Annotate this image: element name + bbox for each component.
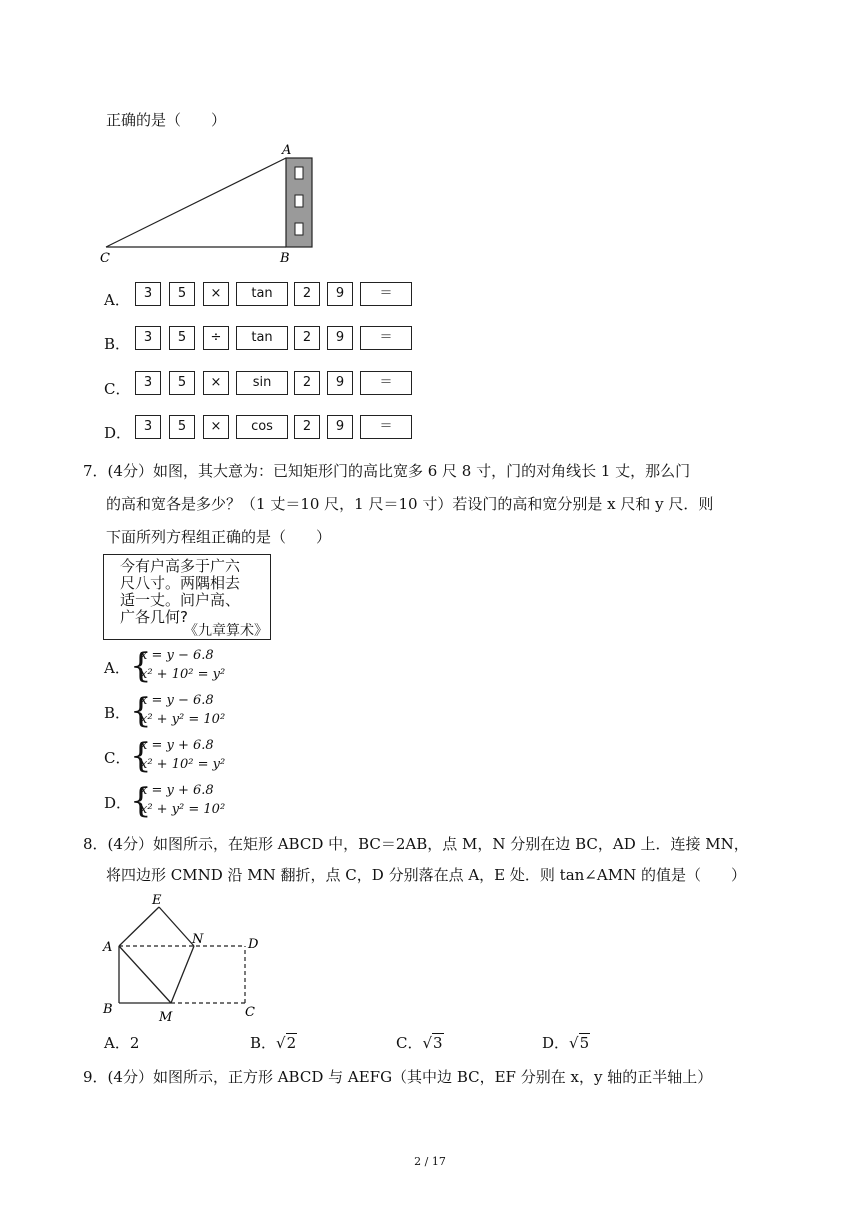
calculator-key: tan bbox=[236, 282, 288, 306]
calculator-key: 9 bbox=[327, 371, 353, 395]
calculator-key: 2 bbox=[294, 371, 320, 395]
q8-option-a-value: 2 bbox=[129, 1034, 140, 1052]
label-m: M bbox=[159, 1010, 173, 1025]
q8-option-a-label: A． bbox=[104, 1034, 130, 1052]
calculator-key: 5 bbox=[169, 415, 195, 439]
calculator-key: ＝ bbox=[360, 371, 412, 395]
sqrt-symbol: √3 bbox=[422, 1034, 443, 1052]
calculator-key: 3 bbox=[135, 415, 161, 439]
brace-icon: { bbox=[130, 691, 152, 731]
window-2 bbox=[295, 195, 303, 207]
label-e: E bbox=[152, 893, 162, 908]
calculator-key: ＝ bbox=[360, 326, 412, 350]
sqrt-symbol: √2 bbox=[276, 1034, 297, 1052]
label-b: B bbox=[103, 1002, 113, 1017]
window-1 bbox=[295, 167, 303, 179]
calculator-key: sin bbox=[236, 371, 288, 395]
calculator-key: 5 bbox=[169, 371, 195, 395]
poem-line-4: 广各几何? bbox=[120, 608, 188, 626]
line-ca bbox=[106, 158, 286, 247]
q7-equation-2: x² + 10² = y² bbox=[140, 667, 226, 682]
label-a: A bbox=[103, 940, 113, 955]
q7-option-label: C． bbox=[104, 749, 131, 767]
q7-option-label: D． bbox=[104, 794, 132, 812]
poem-line-2: 尺八寸。两隅相去 bbox=[120, 574, 241, 592]
calculator-key: 5 bbox=[169, 282, 195, 306]
q8-line1: 8．(4分）如图所示，在矩形 ABCD 中，BC＝2AB，点 M，N 分别在边 BC，AD 上．连接 MN， bbox=[83, 835, 749, 853]
label-a: A bbox=[282, 143, 292, 158]
q6-option-label: D． bbox=[104, 424, 132, 442]
poem-box bbox=[103, 554, 271, 640]
label-c: C bbox=[100, 251, 110, 265]
calculator-key: 3 bbox=[135, 282, 161, 306]
q8-option-b bbox=[250, 1033, 297, 1053]
rectangle-fold-figure bbox=[98, 890, 273, 1025]
calculator-key: × bbox=[203, 371, 229, 395]
q7-equation-2: x² + 10² = y² bbox=[140, 757, 226, 772]
calculator-key: ÷ bbox=[203, 326, 229, 350]
line-nm bbox=[171, 946, 194, 1003]
q8-option-b-label: B． bbox=[250, 1034, 277, 1052]
q7-equation-1: x = y − 6.8 bbox=[140, 693, 214, 708]
calculator-key: 5 bbox=[169, 326, 195, 350]
q6-tail-text: 正确的是（ ） bbox=[106, 111, 227, 129]
calculator-key: 9 bbox=[327, 326, 353, 350]
q7-option-label: A． bbox=[104, 659, 130, 677]
q8-option-d-label: D． bbox=[542, 1034, 570, 1052]
calculator-key: cos bbox=[236, 415, 288, 439]
q7-equation-2: x² + y² = 10² bbox=[140, 802, 226, 817]
q7-line3: 下面所列方程组正确的是（ ） bbox=[106, 528, 332, 546]
q8-option-c bbox=[396, 1033, 444, 1053]
triangle-figure bbox=[96, 140, 326, 265]
q7-option-label: B． bbox=[104, 704, 131, 722]
line-am bbox=[119, 946, 171, 1003]
window-3 bbox=[295, 223, 303, 235]
label-n: N bbox=[192, 932, 204, 947]
q8-option-b-radicand: 2 bbox=[286, 1034, 297, 1052]
line-ae bbox=[119, 907, 159, 946]
brace-icon: { bbox=[130, 736, 152, 776]
q6-option-label: C． bbox=[104, 380, 131, 398]
q7-equation-1: x = y − 6.8 bbox=[140, 648, 214, 663]
calculator-key: 2 bbox=[294, 326, 320, 350]
q6-option-label: A． bbox=[104, 291, 130, 309]
calculator-key: tan bbox=[236, 326, 288, 350]
q7-equation-1: x = y + 6.8 bbox=[140, 738, 214, 753]
q8-option-d-radicand: 5 bbox=[579, 1034, 590, 1052]
calculator-key: 9 bbox=[327, 415, 353, 439]
page-number: 2 / 17 bbox=[414, 1155, 446, 1168]
calculator-key: 9 bbox=[327, 282, 353, 306]
label-d: D bbox=[248, 937, 259, 952]
calculator-key: × bbox=[203, 415, 229, 439]
calculator-key: 2 bbox=[294, 415, 320, 439]
calculator-key: 2 bbox=[294, 282, 320, 306]
q8-option-c-label: C． bbox=[396, 1034, 423, 1052]
line-en bbox=[159, 907, 194, 946]
q8-option-d bbox=[542, 1033, 590, 1053]
q7-equation-2: x² + y² = 10² bbox=[140, 712, 226, 727]
poem-line-3: 适一丈。问户高、 bbox=[120, 591, 241, 609]
brace-icon: { bbox=[130, 646, 152, 686]
calculator-key: ＝ bbox=[360, 415, 412, 439]
q7-line2: 的高和宽各是多少？（1 丈＝10 尺，1 尺＝10 寸）若设门的高和宽分别是 x 尺和 y 尺．则 bbox=[106, 495, 714, 513]
q8-line2: 将四边形 CMND 沿 MN 翻折，点 C，D 分别落在点 A，E 处．则 tan∠AMN 的值是（ ） bbox=[106, 866, 746, 884]
q7-line1: 7．(4分）如图，其大意为：已知矩形门的高比宽多 6 尺 8 寸，门的对角线长 1 丈，那么门 bbox=[83, 462, 691, 480]
calculator-key: × bbox=[203, 282, 229, 306]
calculator-key: 3 bbox=[135, 326, 161, 350]
q9-line1: 9．(4分）如图所示，正方形 ABCD 与 AEFG（其中边 BC，EF 分别在 x，y 轴的正半轴上） bbox=[83, 1068, 713, 1086]
q8-option-c-radicand: 3 bbox=[433, 1034, 443, 1052]
label-b: B bbox=[280, 251, 290, 265]
label-c: C bbox=[245, 1005, 255, 1020]
brace-icon: { bbox=[130, 781, 152, 821]
q8-option-a bbox=[104, 1033, 139, 1053]
poem-line-1: 今有户高多于广六 bbox=[120, 557, 241, 575]
q6-option-label: B． bbox=[104, 335, 131, 353]
sqrt-symbol: √5 bbox=[569, 1034, 590, 1052]
q7-equation-1: x = y + 6.8 bbox=[140, 783, 214, 798]
calculator-key: ＝ bbox=[360, 282, 412, 306]
poem-source: 《九章算术》 bbox=[184, 623, 268, 639]
calculator-key: 3 bbox=[135, 371, 161, 395]
